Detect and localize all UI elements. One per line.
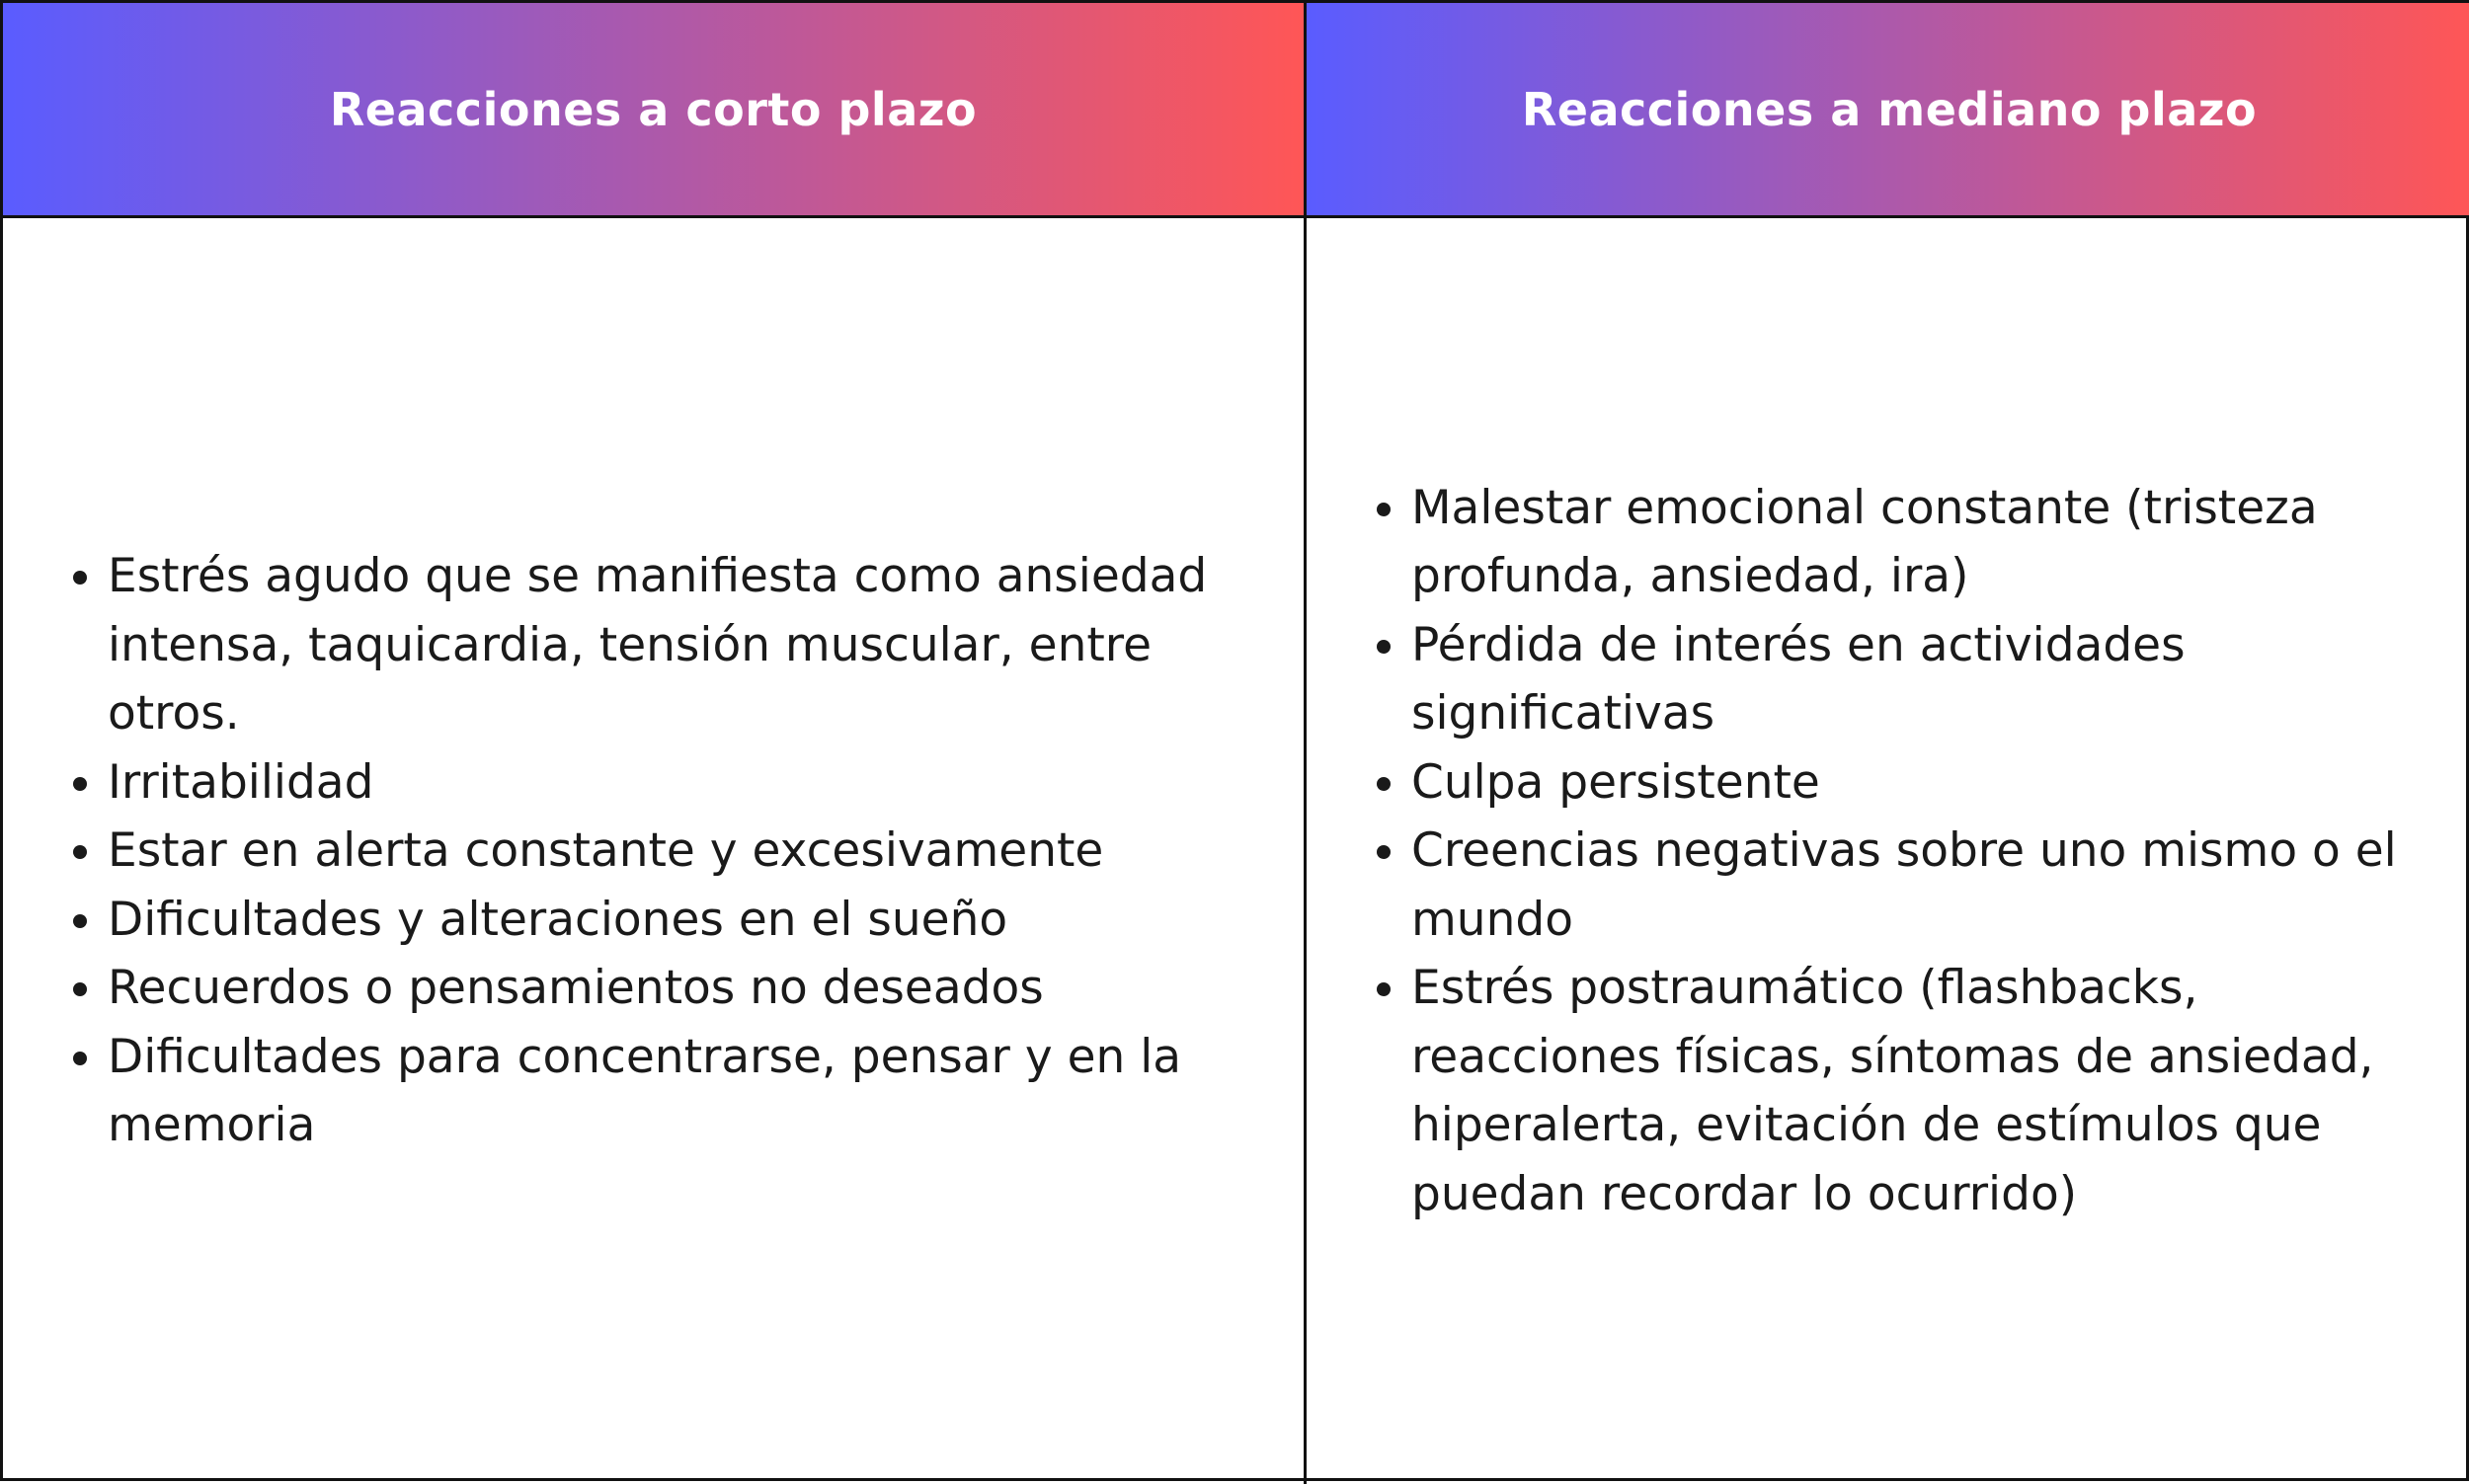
list-item: Culpa persistente [1411, 748, 2452, 818]
list-item: Estrés agudo que se manifiesta como ansiedad intensa, taquicardia, tensión muscular, entre otros. [108, 542, 1284, 748]
header-medium-term [1307, 3, 2469, 218]
header-medium-term-label: Reacciones a mediano plazo [1521, 82, 2258, 136]
header-short-term [3, 3, 1307, 218]
short-term-cell [3, 218, 1307, 1484]
header-short-term-label: Reacciones a corto plazo [329, 82, 978, 136]
short-term-list [62, 542, 1284, 1160]
list-item: Recuerdos o pensamientos no deseados [108, 954, 1284, 1023]
list-item: Malestar emocional constante (tristeza profunda, ansiedad, ira) [1411, 474, 2452, 611]
medium-term-list [1366, 474, 2452, 1229]
list-item: Estrés postraumático (flashbacks, reacciones físicas, síntomas de ansiedad, hiperalerta, evitación de estímulos que puedan recordar lo ocurrido) [1411, 954, 2452, 1228]
list-item: Pérdida de interés en actividades significativas [1411, 611, 2452, 748]
list-item: Dificultades para concentrarse, pensar y en la memoria [108, 1023, 1284, 1160]
list-item: Dificultades y alteraciones en el sueño [108, 886, 1284, 955]
list-item: Irritabilidad [108, 748, 1284, 818]
medium-term-cell [1307, 218, 2469, 1484]
list-item: Creencias negativas sobre uno mismo o el mundo [1411, 817, 2452, 954]
list-item: Estar en alerta constante y excesivamente [108, 817, 1284, 886]
